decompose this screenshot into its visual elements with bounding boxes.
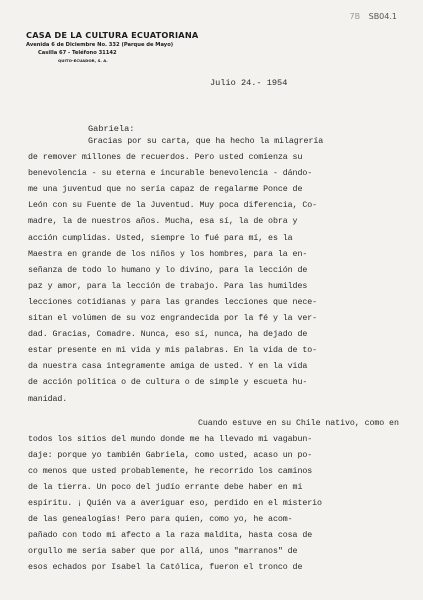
body-line: paz y amor, para la lección de trabajo. Para las humildes xyxy=(28,281,308,291)
letterhead xyxy=(26,30,198,63)
body-line: estar presente en mi vida y mis palabras. En la vida de to- xyxy=(28,346,318,356)
body-line: manidad. xyxy=(28,394,68,404)
body-line: de acción política o de cultura o de simple y escueta hu- xyxy=(28,378,308,388)
body-line: señanza de todo lo humano y lo divino, para la lección de xyxy=(28,265,308,275)
body-line: pañado con todo mi afecto a la raza maldita, hasta cosa de xyxy=(28,531,313,541)
body-line: todos los sitios del mundo donde me ha llevado mi vagabun- xyxy=(28,434,313,444)
body-line: de las genealogías! Pero para quien, como yo, he acom- xyxy=(28,515,293,525)
body-line: León con su Fuente de la Juventud. Muy poca diferencia, Co- xyxy=(28,201,318,211)
body-line: de remover millones de recuerdos. Pero usted comienza su xyxy=(28,153,303,163)
letterhead-address: Avenida 6 de Diciembre No. 332 (Parque de Mayo) xyxy=(26,42,174,48)
body-line: Gracias por su carta, que ha hecho la milagrería xyxy=(88,137,324,146)
body-line: madre, la de nuestros años. Mucha, esa sí, la de obra y xyxy=(28,217,298,227)
paragraph-gap xyxy=(88,408,410,416)
body-line: me una juventud que no sería capaz de regalarme Ponce de xyxy=(28,185,303,195)
paragraph-1 xyxy=(28,134,410,408)
body-line: Maestra en grande de los niños y los hombres, para la en- xyxy=(28,249,308,259)
body-line: co menos que usted probablemente, he recorrido los caminos xyxy=(28,466,313,476)
letter-body xyxy=(28,134,410,577)
letter-date: Julio 24.- 1954 xyxy=(210,78,288,88)
body-line: acción cumplidas. Usted, siempre lo fué para mí, es la xyxy=(28,233,293,243)
letter-salutation: Gabriela: xyxy=(88,124,135,134)
body-line: dad. Gracias, Comadre. Nunca, eso sí, nunca, ha dejado de xyxy=(28,330,308,340)
body-line: benevolencia - su eterna e incurable benevolencia - dándo- xyxy=(28,169,313,179)
archive-marks xyxy=(349,12,397,21)
body-line: Cuando estuve en su Chile nativo, como en xyxy=(198,418,399,428)
paragraph-2 xyxy=(28,416,410,577)
body-line: daje: porque yo también Gabriela, como usted, acaso un po- xyxy=(28,450,313,460)
body-line: lecciones cotidianas y para las grandes lecciones que nece- xyxy=(28,297,318,307)
body-line: esos echados por Isabel la Católica, fueron el tronco de xyxy=(28,563,303,573)
archive-mark-left: 7B xyxy=(349,12,361,21)
letterhead-box: Casilla 67 - Teléfono 31142 xyxy=(38,50,117,56)
body-line: de la tierra. Un poco del judío errante debe haber en mi xyxy=(28,482,303,492)
body-line: sitan el volúmen de su voz engrandecida por la fé y la ver- xyxy=(28,314,318,324)
letterhead-city: QUITO-ECUADOR, S. A. xyxy=(58,58,108,63)
body-line: da nuestra casa integramente amiga de usted. Y en la vida xyxy=(28,362,308,372)
letterhead-name: CASA DE LA CULTURA ECUATORIANA xyxy=(26,30,199,40)
body-line: orgullo me sería saber que por allá, unos "marranos" de xyxy=(28,547,298,557)
body-line: espíritu. ¡ Quién va a averiguar eso, perdido en el misterio xyxy=(28,499,322,509)
archive-mark-right: SB04.1 xyxy=(368,12,397,21)
